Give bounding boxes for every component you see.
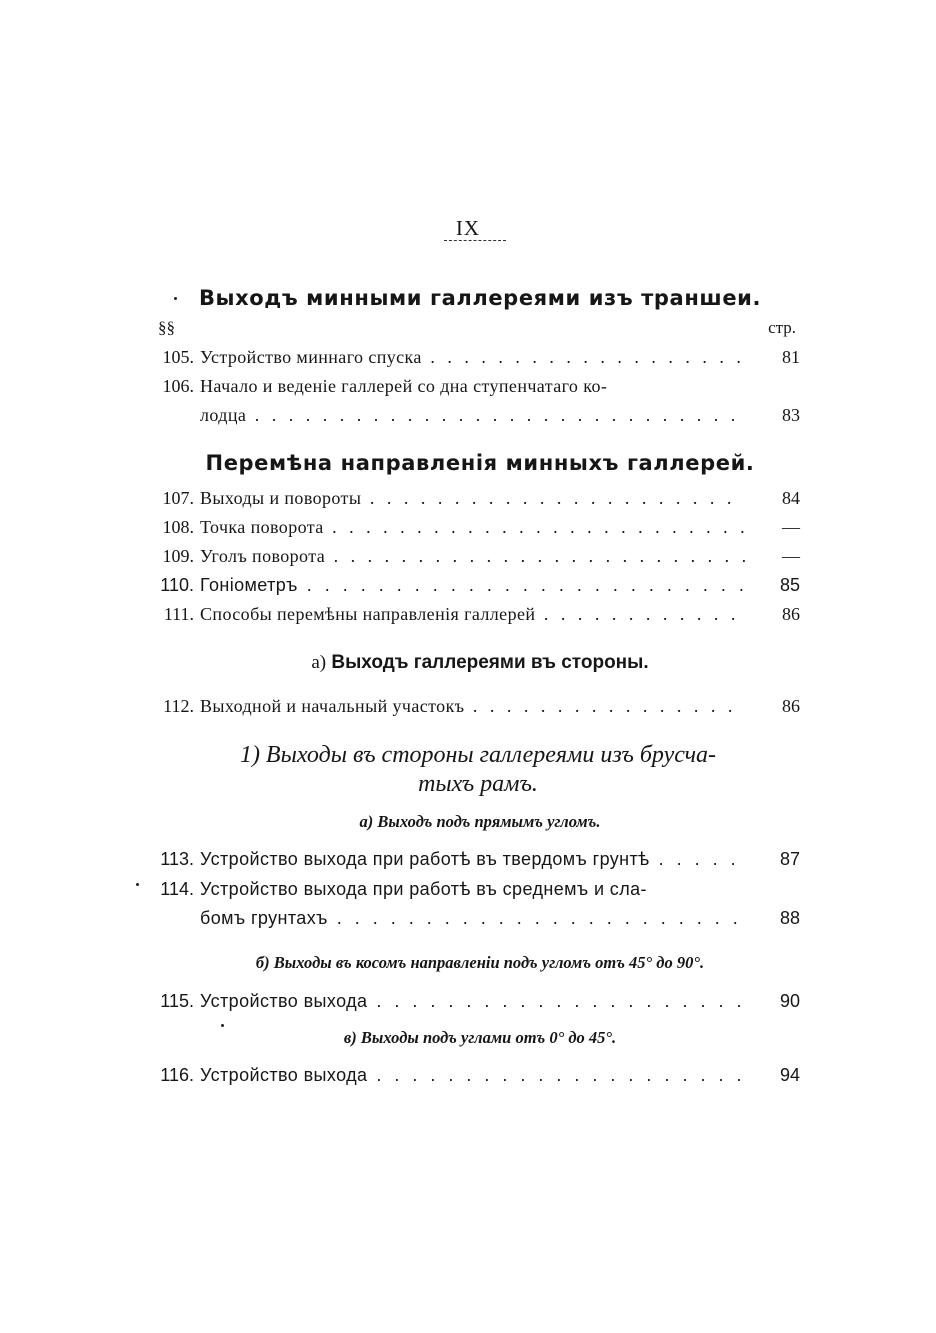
page-column-header: стр.	[768, 318, 796, 337]
entry-number: 107.	[162, 488, 194, 508]
entry-title: Начало и веденіе галлерей со дна ступенчатаго ко-	[200, 376, 608, 396]
toc-entry	[150, 1062, 800, 1088]
entry-number: 116.	[160, 1065, 194, 1085]
section-heading-direction-change: Перемѣна направленія минныхъ галлерей.	[205, 451, 755, 475]
subsection-heading-oblique: б) Выходы въ косомъ направленіи подъ угломъ отъ 45° до 90°.	[255, 953, 705, 972]
entry-number: 106.	[162, 376, 194, 396]
scan-speck	[221, 1024, 224, 1027]
entry-title: Устройство выхода при работѣ въ среднемъ и сла-	[200, 879, 647, 899]
toc-entry	[150, 572, 800, 598]
entry-number: 111.	[163, 604, 194, 624]
section-heading-exit-from-trench: Выходъ минными галлереями изъ траншеи.	[198, 286, 762, 310]
section-heading-timber-frames	[150, 741, 806, 799]
toc-entry	[150, 876, 800, 902]
toc-entry	[150, 988, 800, 1014]
entry-page: 84	[782, 488, 800, 508]
subsection-heading-right-angle: а) Выходъ подъ прямымъ угломъ.	[359, 812, 601, 831]
entry-page: 87	[779, 849, 800, 869]
toc-entry	[150, 601, 800, 627]
entry-page: 90	[779, 991, 800, 1011]
entry-number: 115.	[160, 991, 194, 1011]
toc-entry	[150, 373, 800, 399]
toc-entry-continuation	[150, 905, 800, 931]
entry-page: 86	[782, 696, 800, 716]
entry-title: Способы перемѣны направленія галлерей	[200, 604, 536, 624]
entry-number: 108.	[162, 517, 194, 537]
entry-number: 110.	[160, 575, 194, 595]
toc-entry	[150, 344, 800, 370]
toc-entry-continuation	[150, 402, 800, 428]
entry-title: Устройство выхода при работѣ въ твердомъ грунтѣ	[200, 849, 650, 869]
toc-entry	[150, 485, 800, 511]
toc-entry	[150, 693, 800, 719]
entry-page: 94	[779, 1065, 800, 1085]
entry-title: Выходы и повороты	[200, 488, 362, 508]
section-letter: a)	[311, 652, 327, 673]
entry-title: Устройство миннаго спуска	[200, 347, 422, 367]
entry-page: 86	[782, 604, 800, 624]
section-heading-line-continuation: тыхъ рамъ.	[418, 771, 538, 797]
toc-entry	[150, 846, 800, 872]
entry-page: 83	[782, 405, 800, 425]
entry-title-continuation: лодца	[200, 405, 247, 425]
page-number-rule	[444, 240, 506, 241]
entry-title-continuation: бомъ грунтахъ	[200, 908, 328, 928]
entry-title: Устройство выхода	[200, 1065, 368, 1085]
entry-title: Точка поворота	[200, 517, 324, 537]
page-number: IX	[455, 216, 481, 240]
section-heading-side-exits	[130, 652, 830, 674]
entry-title: Уголъ поворота	[200, 546, 326, 566]
entry-title: Гоніометръ	[200, 575, 298, 595]
entry-page: 85	[779, 575, 800, 595]
toc-entry	[150, 543, 800, 569]
section-heading-line: 1) Выходы въ стороны галлереями изъ брусча-	[239, 742, 717, 768]
entry-title: Устройство выхода	[200, 991, 368, 1011]
entry-title: Выходной и начальный участокъ	[200, 696, 465, 716]
entry-number: 112.	[163, 696, 194, 716]
entry-page: —	[782, 517, 800, 537]
entry-page: —	[782, 546, 800, 566]
entry-number: 114.	[160, 879, 194, 899]
entry-page: 88	[779, 908, 800, 928]
entry-number: 105.	[162, 347, 194, 367]
entry-number: 113.	[160, 849, 194, 869]
entry-number: 109.	[162, 546, 194, 566]
section-mark-column-header: §§	[158, 318, 175, 337]
entry-page: 81	[782, 347, 800, 367]
scan-speck	[136, 883, 139, 886]
toc-entry	[150, 514, 800, 540]
section-title: Выходъ галлереями въ стороны.	[331, 652, 649, 673]
subsection-heading-small-angles: в) Выходы подъ углами отъ 0° до 45°.	[343, 1028, 617, 1047]
scan-speck	[174, 297, 177, 300]
